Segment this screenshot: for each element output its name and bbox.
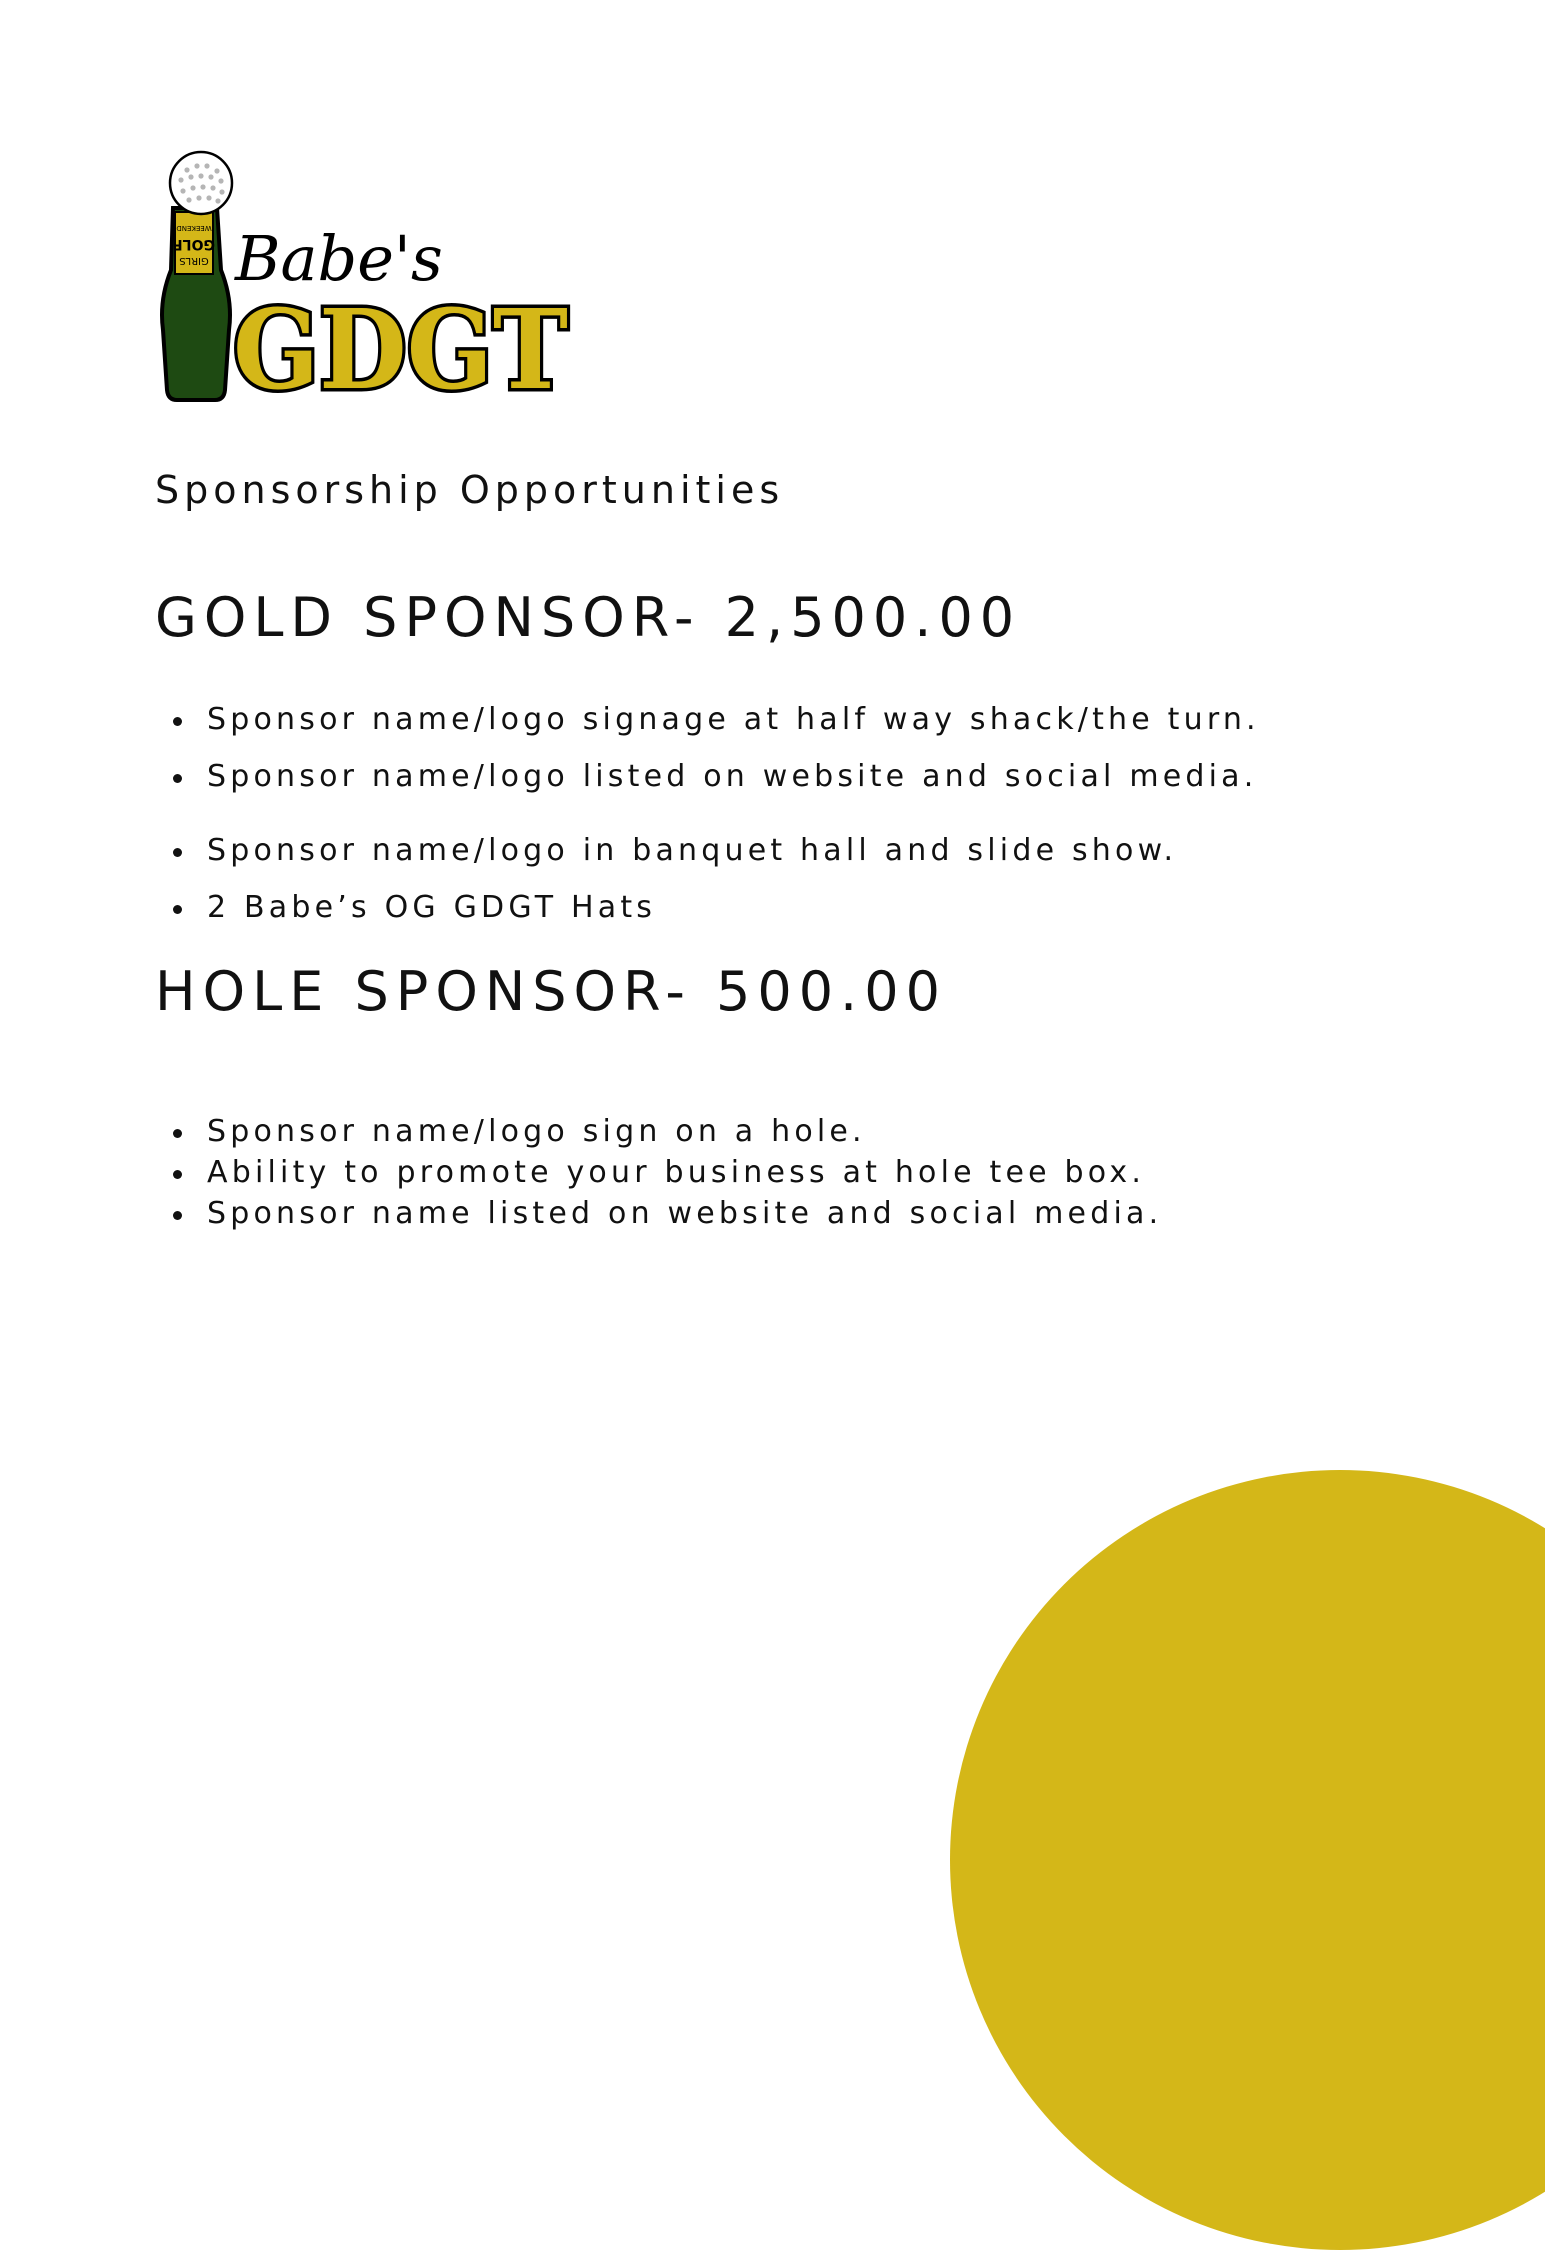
list-item (155, 1153, 1145, 1193)
list-item-text: Sponsor name/logo sign on a hole. (207, 1114, 866, 1149)
page-subtitle: Sponsorship Opportunities (155, 468, 785, 512)
logo-babes-text: Babe's (235, 222, 443, 295)
decorative-circle (950, 1470, 1545, 2250)
bullet-icon (173, 1129, 182, 1138)
list-item (155, 700, 1260, 740)
logo-label-line1: GIRLS (179, 255, 209, 266)
bullet-icon (173, 1170, 182, 1179)
list-item-text: Sponsor name/logo signage at half way shack/the turn. (207, 702, 1260, 737)
bullet-icon (173, 905, 182, 914)
logo-label-line2: GOLF (173, 236, 215, 252)
bullet-icon (173, 717, 182, 726)
list-item (155, 1112, 866, 1152)
hole-sponsor-heading: HOLE SPONSOR- 500.00 (155, 960, 947, 1023)
list-item (155, 831, 1177, 871)
logo-gdgt-text: GDGT (233, 285, 568, 405)
list-item-text: Sponsor name/logo listed on website and social media. (207, 759, 1258, 794)
bottle-icon (162, 208, 230, 400)
logo-label-line3: WEEKEND (176, 224, 212, 232)
list-item (155, 757, 1258, 797)
gold-sponsor-heading: GOLD SPONSOR- 2,500.00 (155, 586, 1022, 649)
babes-gdgt-logo (155, 150, 575, 405)
bullet-icon (173, 1211, 182, 1220)
list-item-text: 2 Babe’s OG GDGT Hats (207, 890, 657, 925)
bullet-icon (173, 774, 182, 783)
list-item (155, 888, 656, 928)
golf-ball-icon (170, 152, 232, 214)
list-item (155, 1194, 1162, 1234)
bullet-icon (173, 848, 182, 857)
list-item-text: Sponsor name/logo in banquet hall and slide show. (207, 833, 1178, 868)
list-item-text: Ability to promote your business at hole tee box. (207, 1155, 1146, 1190)
list-item-text: Sponsor name listed on website and social media. (207, 1196, 1163, 1231)
